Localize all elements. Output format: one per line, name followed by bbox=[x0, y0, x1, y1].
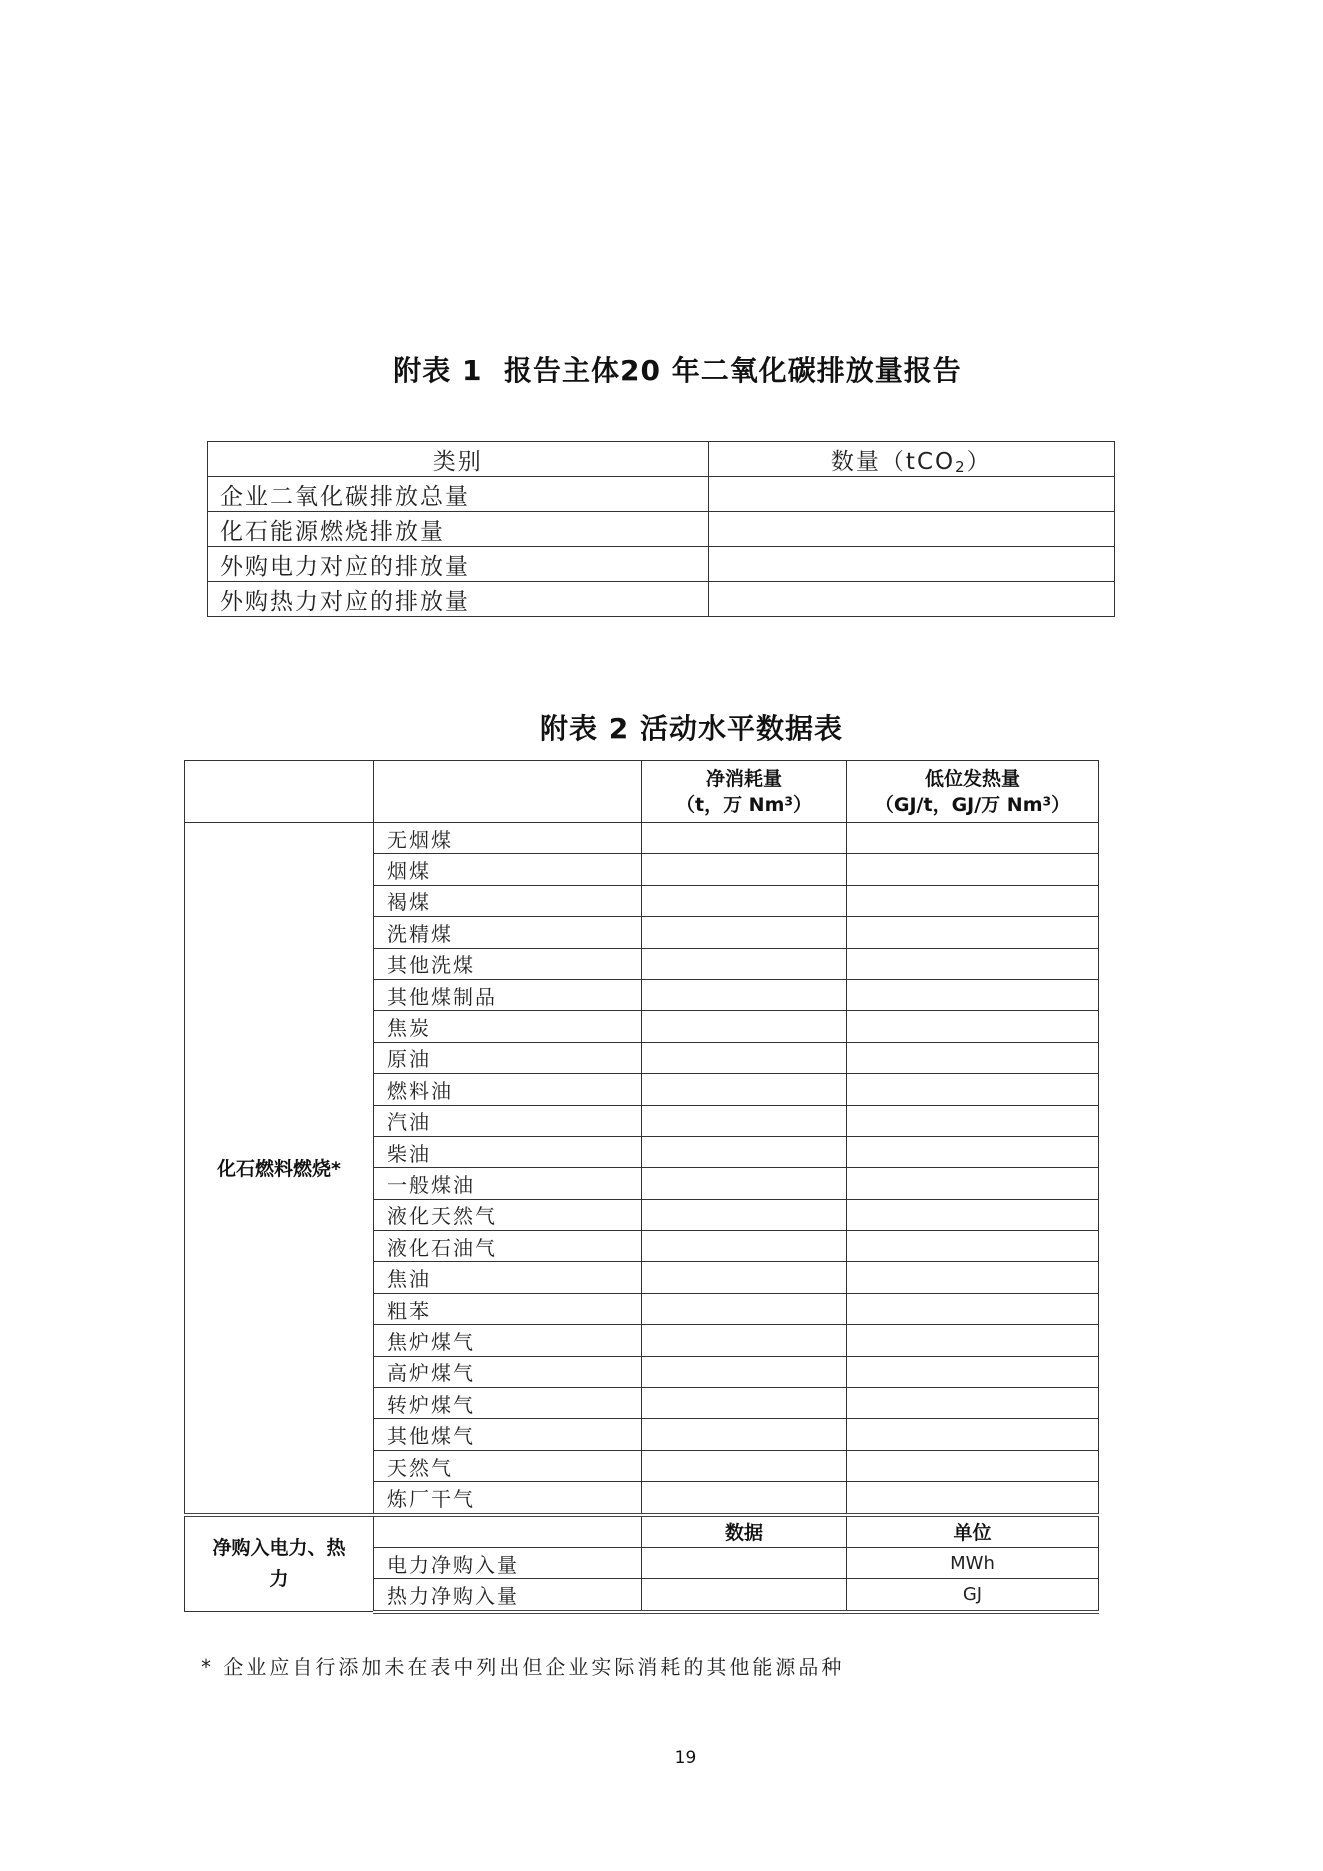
header-net-consumption-title: 净消耗量 bbox=[705, 767, 782, 790]
ncv-cell[interactable] bbox=[847, 1136, 1099, 1167]
fuel-name: 其他煤制品 bbox=[374, 979, 642, 1010]
table-header-row bbox=[208, 442, 1115, 477]
net-consumption-cell[interactable] bbox=[642, 917, 847, 948]
net-consumption-cell[interactable] bbox=[642, 823, 847, 854]
header-ncv-title: 低位发热量 bbox=[924, 767, 1020, 790]
purchase-unit: GJ bbox=[847, 1579, 1099, 1612]
header-quantity-close: ） bbox=[966, 448, 992, 475]
fuel-name: 其他煤气 bbox=[374, 1419, 642, 1450]
footnote: * 企业应自行添加未在表中列出但企业实际消耗的其他能源品种 bbox=[201, 1655, 845, 1679]
header-quantity-text: 数量（tCO bbox=[830, 448, 956, 475]
fuel-name: 褐煤 bbox=[374, 885, 642, 916]
table-row bbox=[208, 477, 1115, 512]
fuel-name: 天然气 bbox=[374, 1450, 642, 1481]
fuel-name: 粗苯 bbox=[374, 1293, 642, 1324]
title-number: 2 bbox=[608, 712, 630, 745]
table-row bbox=[208, 512, 1115, 547]
ncv-cell[interactable] bbox=[847, 1450, 1099, 1481]
fuel-name: 洗精煤 bbox=[374, 917, 642, 948]
title-suffix: 年二氧化碳排放量报告 bbox=[671, 354, 962, 387]
net-consumption-cell[interactable] bbox=[642, 1262, 847, 1293]
fuel-name: 液化石油气 bbox=[374, 1231, 642, 1262]
net-consumption-cell[interactable] bbox=[642, 1482, 847, 1515]
fuel-name: 一般煤油 bbox=[374, 1168, 642, 1199]
fuel-name: 汽油 bbox=[374, 1105, 642, 1136]
fuel-name: 燃料油 bbox=[374, 1074, 642, 1105]
title-subject: 报告主体 bbox=[504, 354, 621, 387]
ncv-cell[interactable] bbox=[847, 1419, 1099, 1450]
fuel-name: 其他洗煤 bbox=[374, 948, 642, 979]
table1-title bbox=[0, 349, 1323, 389]
table-row bbox=[208, 547, 1115, 582]
ncv-cell[interactable] bbox=[847, 885, 1099, 916]
purchase-item-name: 电力净购入量 bbox=[374, 1547, 642, 1578]
ncv-cell[interactable] bbox=[847, 1231, 1099, 1262]
ncv-cell[interactable] bbox=[847, 1356, 1099, 1387]
table2-title bbox=[0, 707, 1323, 747]
header-net-consumption bbox=[642, 761, 847, 823]
purchase-data-cell[interactable] bbox=[642, 1579, 847, 1612]
table-row bbox=[208, 582, 1115, 617]
title-prefix: 附表 bbox=[539, 712, 598, 745]
ncv-cell[interactable] bbox=[847, 917, 1099, 948]
header-ncv bbox=[847, 761, 1099, 823]
ncv-cell[interactable] bbox=[847, 1011, 1099, 1042]
purchase-header-row bbox=[185, 1515, 1099, 1548]
purchase-unit: MWh bbox=[847, 1547, 1099, 1578]
header-ncv-unit bbox=[847, 792, 1098, 818]
fuel-name: 转炉煤气 bbox=[374, 1388, 642, 1419]
net-consumption-cell[interactable] bbox=[642, 1199, 847, 1230]
row-label: 外购热力对应的排放量 bbox=[208, 582, 709, 617]
header-empty-item bbox=[374, 1515, 642, 1548]
row-value-cell[interactable] bbox=[708, 477, 1114, 512]
unit-superscript: 3 bbox=[1042, 793, 1052, 808]
row-value-cell[interactable] bbox=[708, 582, 1114, 617]
net-consumption-cell[interactable] bbox=[642, 1011, 847, 1042]
row-label: 化石能源燃烧排放量 bbox=[208, 512, 709, 547]
fuel-name: 液化天然气 bbox=[374, 1199, 642, 1230]
net-consumption-cell[interactable] bbox=[642, 979, 847, 1010]
fuel-name: 焦炭 bbox=[374, 1011, 642, 1042]
ncv-cell[interactable] bbox=[847, 1199, 1099, 1230]
ncv-cell[interactable] bbox=[847, 979, 1099, 1010]
net-consumption-cell[interactable] bbox=[642, 1136, 847, 1167]
net-consumption-cell[interactable] bbox=[642, 948, 847, 979]
unit-close: ） bbox=[1051, 793, 1071, 816]
fuel-name: 无烟煤 bbox=[374, 823, 642, 854]
ncv-cell[interactable] bbox=[847, 823, 1099, 854]
net-consumption-cell[interactable] bbox=[642, 1231, 847, 1262]
ncv-cell[interactable] bbox=[847, 1168, 1099, 1199]
fuel-name: 焦炉煤气 bbox=[374, 1325, 642, 1356]
purchase-item-name: 热力净购入量 bbox=[374, 1579, 642, 1612]
net-consumption-cell[interactable] bbox=[642, 854, 847, 885]
net-consumption-cell[interactable] bbox=[642, 1042, 847, 1073]
header-empty-group bbox=[185, 761, 374, 823]
net-consumption-cell[interactable] bbox=[642, 1419, 847, 1450]
ncv-cell[interactable] bbox=[847, 1105, 1099, 1136]
net-consumption-cell[interactable] bbox=[642, 1356, 847, 1387]
purchase-data-cell[interactable] bbox=[642, 1547, 847, 1578]
fuel-name: 高炉煤气 bbox=[374, 1356, 642, 1387]
net-consumption-cell[interactable] bbox=[642, 1293, 847, 1324]
header-quantity-subscript: 2 bbox=[955, 457, 967, 476]
net-consumption-cell[interactable] bbox=[642, 1450, 847, 1481]
ncv-cell[interactable] bbox=[847, 1262, 1099, 1293]
header-category: 类别 bbox=[208, 442, 709, 477]
fuel-name: 原油 bbox=[374, 1042, 642, 1073]
unit-text: （GJ/t，GJ/万 Nm bbox=[874, 793, 1043, 816]
fuel-name: 柴油 bbox=[374, 1136, 642, 1167]
fossil-fuel-group-label: 化石燃料燃烧* bbox=[185, 823, 374, 1515]
header-unit: 单位 bbox=[847, 1515, 1099, 1548]
page-number: 19 bbox=[674, 1748, 697, 1768]
ncv-cell[interactable] bbox=[847, 1325, 1099, 1356]
ncv-cell[interactable] bbox=[847, 1042, 1099, 1073]
title-year: 20 bbox=[620, 354, 661, 387]
net-consumption-cell[interactable] bbox=[642, 1325, 847, 1356]
row-label: 企业二氧化碳排放总量 bbox=[208, 477, 709, 512]
unit-text: （t，万 Nm bbox=[675, 793, 785, 816]
table-header-row bbox=[185, 761, 1099, 823]
purchased-energy-group-label: 净购入电力、热力 bbox=[185, 1515, 374, 1612]
title-prefix: 附表 bbox=[393, 354, 452, 387]
net-consumption-cell[interactable] bbox=[642, 1074, 847, 1105]
net-consumption-cell[interactable] bbox=[642, 1388, 847, 1419]
unit-close: ） bbox=[792, 793, 812, 816]
ncv-cell[interactable] bbox=[847, 948, 1099, 979]
header-quantity bbox=[708, 442, 1114, 477]
co2-emissions-table bbox=[207, 441, 1115, 617]
fuel-name: 烟煤 bbox=[374, 854, 642, 885]
row-value-cell[interactable] bbox=[708, 512, 1114, 547]
net-consumption-cell[interactable] bbox=[642, 885, 847, 916]
title-suffix: 活动水平数据表 bbox=[639, 712, 843, 745]
fuel-name: 炼厂干气 bbox=[374, 1482, 642, 1515]
fuel-name: 焦油 bbox=[374, 1262, 642, 1293]
ncv-cell[interactable] bbox=[847, 1388, 1099, 1419]
ncv-cell[interactable] bbox=[847, 854, 1099, 885]
net-consumption-cell[interactable] bbox=[642, 1105, 847, 1136]
header-data: 数据 bbox=[642, 1515, 847, 1548]
header-net-consumption-unit bbox=[642, 792, 846, 818]
ncv-cell[interactable] bbox=[847, 1293, 1099, 1324]
row-label: 外购电力对应的排放量 bbox=[208, 547, 709, 582]
ncv-cell[interactable] bbox=[847, 1482, 1099, 1515]
ncv-cell[interactable] bbox=[847, 1074, 1099, 1105]
row-value-cell[interactable] bbox=[708, 547, 1114, 582]
fuel-row bbox=[185, 823, 1099, 854]
unit-superscript: 3 bbox=[784, 793, 793, 808]
title-number: 1 bbox=[462, 354, 483, 387]
activity-data-table bbox=[184, 760, 1099, 1614]
net-consumption-cell[interactable] bbox=[642, 1168, 847, 1199]
header-empty-item bbox=[374, 761, 642, 823]
